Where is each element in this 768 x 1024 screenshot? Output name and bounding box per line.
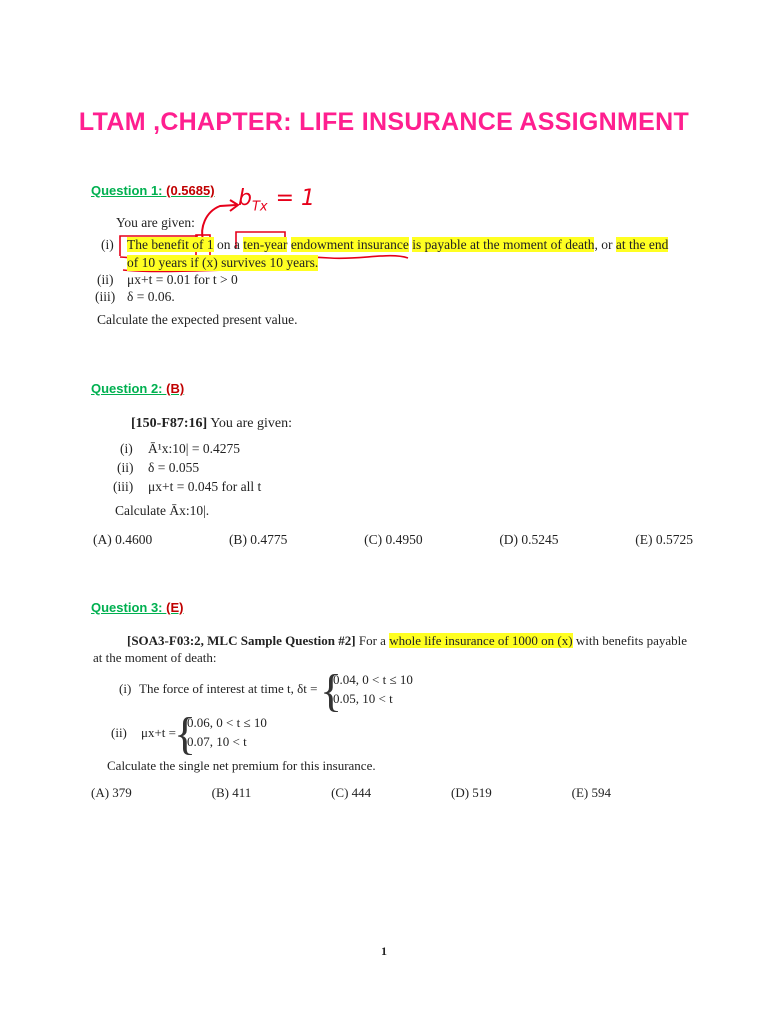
- q3-intro: [127, 633, 687, 649]
- q2-item-i: Ā¹x:10| = 0.4275: [148, 441, 240, 456]
- q3-i-brace: {: [320, 665, 343, 716]
- q2-item-ii-number: (ii): [117, 460, 134, 475]
- q2-option-a: (A) 0.4600: [93, 532, 153, 547]
- q1-i-highlight-7: at the end: [615, 237, 669, 252]
- q3-item-ii-number: (ii): [111, 725, 127, 740]
- handwritten-benefit-note: [238, 186, 315, 214]
- question-2-answer: (B): [166, 381, 185, 396]
- handwritten-subscript: Tx: [251, 199, 268, 215]
- question-1-answer: (0.5685): [166, 183, 215, 198]
- q1-item-i-number: (i): [101, 237, 114, 252]
- q2-option-b: (B) 0.4775: [228, 532, 288, 547]
- q3-ii-case-2: 0.07, 10 < t: [187, 734, 247, 749]
- q2-source: [150-F87:16]: [131, 416, 208, 431]
- q3-ii-brace: {: [174, 708, 197, 759]
- q1-calculate: Calculate the expected present value.: [97, 312, 298, 327]
- q3-option-c: (C) 444: [331, 785, 372, 800]
- q3-i-case-1: 0.04, 0 < t ≤ 10: [333, 672, 413, 687]
- q2-calculate: Calculate Āx:10|.: [115, 503, 210, 518]
- q2-option-d: (D) 0.5245: [499, 532, 559, 547]
- q1-i-text-2: on a: [216, 237, 240, 252]
- question-1-label: Question 1:: [91, 183, 163, 198]
- q1-item-ii: μx+t = 0.01 for t > 0: [127, 272, 238, 287]
- question-2-heading: [91, 381, 184, 396]
- q3-option-d: (D) 519: [450, 785, 492, 800]
- q2-options: [93, 532, 693, 548]
- q3-item-i: The force of interest at time t, δt =: [139, 681, 318, 696]
- q1-item-i-continued: of 10 years if (x) survives 10 years.: [127, 255, 319, 270]
- q2-item-i-number: (i): [120, 441, 133, 456]
- q1-given: You are given:: [116, 215, 195, 230]
- q3-item-i-number: (i): [119, 681, 132, 696]
- q2-option-c: (C) 0.4950: [364, 532, 423, 547]
- q1-i-highlight-3: ten-year: [243, 237, 288, 252]
- q3-i-case-2: 0.05, 10 < t: [333, 691, 393, 706]
- q1-item-ii-number: (ii): [97, 272, 114, 287]
- question-3-answer: (E): [166, 600, 184, 615]
- question-2-label: Question 2:: [91, 381, 163, 396]
- question-3-heading: [91, 600, 183, 615]
- q1-i-highlight-5: is payable at the moment of death: [412, 237, 595, 252]
- q2-item-iii-number: (iii): [113, 479, 134, 494]
- q1-i-highlight-4: endowment insurance: [290, 237, 409, 252]
- q3-option-b: (B) 411: [211, 785, 252, 800]
- q1-item-iii: δ = 0.06.: [127, 289, 175, 304]
- q3-calculate: Calculate the single net premium for this insurance.: [107, 758, 376, 773]
- q3-option-e: (E) 594: [571, 785, 611, 800]
- q3-item-ii: μx+t =: [141, 725, 176, 740]
- q3-intro-b: with benefits payable: [575, 633, 688, 648]
- q3-intro-continued: at the moment of death:: [93, 650, 217, 665]
- handwritten-equals-one: = 1: [275, 186, 316, 211]
- question-3-label: Question 3:: [91, 600, 163, 615]
- q2-given: You are given:: [210, 416, 292, 431]
- q2-item-ii: δ = 0.055: [148, 460, 200, 475]
- q3-intro-a: For a: [358, 633, 386, 648]
- q3-source: [SOA3-F03:2, MLC Sample Question #2]: [127, 633, 356, 648]
- q1-i-highlight-1: The benefit of 1: [127, 237, 214, 252]
- q2-option-e: (E) 0.5725: [635, 532, 693, 547]
- page-title: LTAM ,CHAPTER: LIFE INSURANCE ASSIGNMENT: [78, 108, 690, 136]
- q3-intro-highlight: whole life insurance of 1000 on (x): [389, 633, 573, 648]
- q1-item-i: [127, 237, 668, 253]
- q3-options: [91, 785, 611, 801]
- q1-item-iii-number: (iii): [95, 289, 116, 304]
- q2-intro: [131, 416, 292, 432]
- q3-ii-case-1: 0.06, 0 < t ≤ 10: [187, 715, 267, 730]
- q1-i-text-6: , or: [594, 237, 613, 252]
- page-number: 1: [381, 944, 387, 958]
- q3-option-a: (A) 379: [91, 785, 132, 800]
- q2-item-iii: μx+t = 0.045 for all t: [148, 479, 262, 494]
- handwritten-b: b: [238, 186, 252, 211]
